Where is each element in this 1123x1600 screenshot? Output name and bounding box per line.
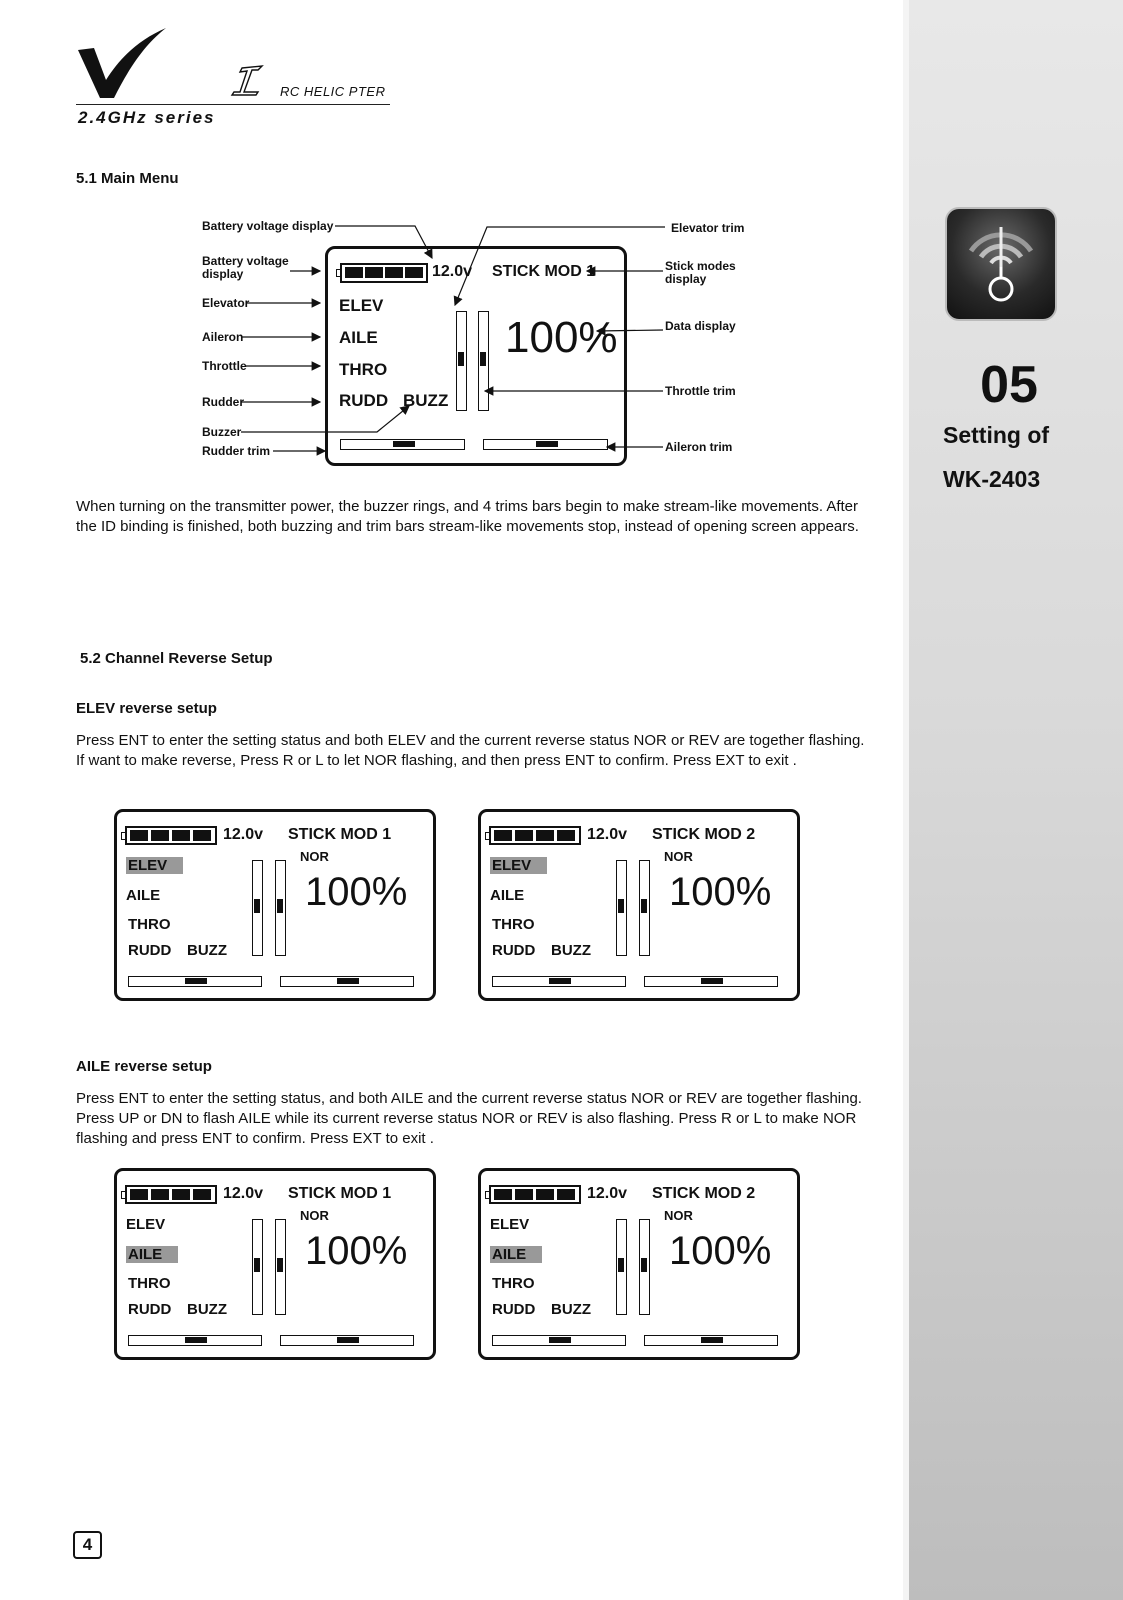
lcd-channel-elev: ELEV [126,1216,166,1233]
series-label: 2.4GHz series [78,108,216,127]
callout-aileron: Aileron [202,330,244,344]
lcd-channel-thro: THRO [339,360,388,379]
section-title-channel-reverse: 5.2 Channel Reverse Setup [80,650,273,667]
section-title-main-menu: 5.1 Main Menu [76,170,179,187]
lcd-channel-aile: AILE [339,328,378,347]
main-lcd-screen [325,246,627,466]
lcd-data-value: 100% [505,313,618,362]
lcd-channel-rudd: RUDD [492,1301,536,1318]
lcd-data-value: 100% [669,1229,772,1273]
chapter-title-line2: WK-2403 [943,466,1041,492]
lcd-stick-mode: STICK MOD 1 [288,1185,392,1202]
elev-reverse-title: ELEV reverse setup [76,700,217,717]
aileron-trim-bar [644,1335,778,1346]
lcd-channel-rudd: RUDD [128,942,172,959]
lcd-stick-mode: STICK MOD 1 [492,263,596,280]
lcd-data-value: 100% [669,870,772,914]
main-menu-paragraph: When turning on the transmitter power, the buzzer rings, and 4 trims bars begin to make stream-like movements. After the ID binding is finished, both buzzing and trim bars stream-like movements stop, instead of opening screen appears. [76,498,859,535]
lcd-buzz: BUZZ [187,942,227,959]
lcd-voltage: 12.0v [587,826,628,843]
lcd-channel-aile: AILE [490,1246,542,1263]
lcd-reverse-status: NOR [300,849,329,864]
lcd-reverse-status: NOR [300,1208,329,1223]
lcd-channel-aile: AILE [126,887,161,904]
lcd-channel-rudd: RUDD [492,942,536,959]
rc-helicopter-label: RC HELIC PTER [280,84,386,99]
callout-battery-display-top: Battery voltage display [202,219,334,233]
lcd-voltage: 12.0v [432,263,473,280]
lcd-buzz: BUZZ [403,391,449,410]
aileron-trim-bar [644,976,778,987]
chapter-sidebar [903,0,1123,1600]
callout-throttle: Throttle [202,359,247,373]
elevator-trim-bar [252,1219,263,1315]
lcd-channel-elev: ELEV [126,857,183,874]
lcd-channel-elev: ELEV [490,1216,530,1233]
lcd-aile-mode1 [114,1168,436,1360]
throttle-trim-bar [478,311,489,411]
lcd-data-value: 100% [305,1229,408,1273]
elevator-trim-bar [616,1219,627,1315]
lcd-channel-elev: ELEV [339,296,384,315]
elevator-trim-bar [456,311,467,411]
throttle-trim-bar [639,860,650,956]
transmitter-icon [945,207,1057,321]
lcd-channel-aile: AILE [126,1246,178,1263]
lcd-channel-thro: THRO [492,916,535,933]
battery-icon [489,826,581,845]
chapter-number: 05 [980,356,1038,414]
lcd-stick-mode: STICK MOD 2 [652,826,756,843]
lcd-channel-rudd: RUDD [128,1301,172,1318]
callout-rudder: Rudder [202,395,244,409]
lcd-voltage: 12.0v [223,1185,264,1202]
elevator-trim-bar [616,860,627,956]
battery-icon [125,826,217,845]
callout-data-display: Data display [665,319,736,333]
callout-buzzer: Buzzer [202,425,242,439]
lcd-voltage: 12.0v [587,1185,628,1202]
model-one-icon [228,64,266,96]
callout-elevator: Elevator [202,296,250,310]
lcd-aile-mode2 [478,1168,800,1360]
throttle-trim-bar [639,1219,650,1315]
lcd-reverse-status: NOR [664,849,693,864]
header-rule [76,104,390,105]
lcd-voltage: 12.0v [223,826,264,843]
lcd-buzz: BUZZ [187,1301,227,1318]
v-logo-icon [76,28,176,100]
rudder-trim-bar [340,439,465,450]
lcd-buzz: BUZZ [551,1301,591,1318]
battery-icon [125,1185,217,1204]
brand-logo [76,28,176,105]
callout-aileron-trim: Aileron trim [665,440,733,454]
lcd-data-value: 100% [305,870,408,914]
rudder-trim-bar [492,1335,626,1346]
rudder-trim-bar [128,1335,262,1346]
aileron-trim-bar [280,1335,414,1346]
elevator-trim-bar [252,860,263,956]
throttle-trim-bar [275,1219,286,1315]
lcd-buzz: BUZZ [551,942,591,959]
rudder-trim-bar [128,976,262,987]
aile-reverse-title: AILE reverse setup [76,1058,212,1075]
callout-elevator-trim: Elevator trim [671,221,745,235]
lcd-channel-elev: ELEV [490,857,547,874]
lcd-elev-mode2 [478,809,800,1001]
aileron-trim-bar [483,439,608,450]
lcd-reverse-status: NOR [664,1208,693,1223]
lcd-elev-mode1 [114,809,436,1001]
page-number: 4 [73,1531,102,1559]
aile-reverse-paragraph: Press ENT to enter the setting status, and both AILE and the current reverse status NOR or REV are together flashing. Press UP or DN to flash AILE while its current reverse status NOR or REV is also flashing. Press R or L to make NOR flashing and press ENT to confirm. Press EXT to exit . [76,1090,862,1147]
callout-throttle-trim: Throttle trim [665,384,736,398]
lcd-channel-thro: THRO [492,1275,535,1292]
lcd-channel-rudd: RUDD [339,391,389,410]
battery-icon [340,263,428,283]
callout-stick-modes: Stick modes display [665,259,736,286]
rudder-trim-bar [492,976,626,987]
battery-icon [489,1185,581,1204]
throttle-trim-bar [275,860,286,956]
callout-rudder-trim: Rudder trim [202,444,271,458]
callout-battery-display-left: Battery voltage display [202,254,289,281]
chapter-title-line1: Setting of [943,422,1050,448]
aileron-trim-bar [280,976,414,987]
lcd-channel-thro: THRO [128,916,171,933]
lcd-channel-aile: AILE [490,887,525,904]
main-menu-diagram [195,210,775,480]
lcd-channel-thro: THRO [128,1275,171,1292]
elev-reverse-paragraph: Press ENT to enter the setting status and both ELEV and the current reverse status NOR or REV are together flashing. If want to make reverse, Press R or L to let NOR flashing, and then press ENT to confirm. Press EXT to exit . [76,732,865,769]
lcd-stick-mode: STICK MOD 2 [652,1185,756,1202]
lcd-stick-mode: STICK MOD 1 [288,826,392,843]
